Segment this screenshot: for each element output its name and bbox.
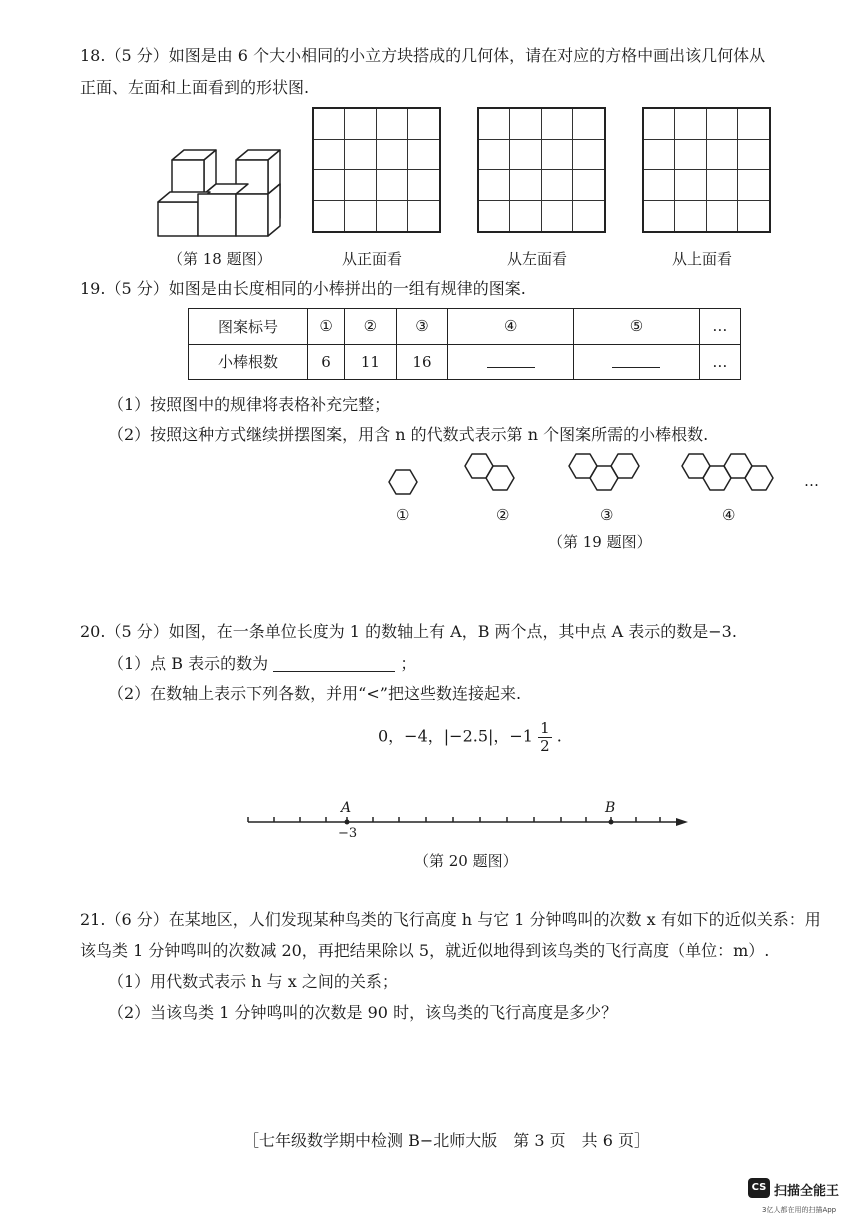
q19-sub1: （1）按照图中的规律将表格补充完整； [108,395,391,414]
table-cell: … [699,344,740,380]
q18-cube-figure [150,140,290,240]
table-row [189,309,741,345]
q20-sub2: （2）在数轴上表示下列各数，并用“<”把这些数连接起来. [108,684,522,703]
q20-line1: 20.（5 分）如图，在一条单位长度为 1 的数轴上有 A，B 两个点，其中点 A 表示的数是−3. [80,622,737,641]
point-a-label: A [341,800,352,816]
q19-fig-ellipsis: … [804,472,819,490]
point-b-label: B [605,800,616,816]
table-cell: 16 [396,344,448,380]
point-a-dot [345,820,350,825]
q18-caption-left: 从左面看 [507,250,568,268]
q18-figure-caption: （第 18 题图） [168,250,272,268]
q20-frac-num: 1 [540,719,550,737]
q20-answer-blank[interactable] [273,655,395,672]
answer-blank-4[interactable] [448,344,574,380]
table-cell: 6 [308,344,345,380]
q18-caption-front: 从正面看 [342,250,403,268]
q19-hexagon-figures [380,450,800,502]
q18-grid-left[interactable] [477,107,606,233]
q19-table [188,308,741,380]
q19-caption: （第 19 题图） [548,533,652,551]
watermark-title: 扫描全能王 [774,1184,840,1199]
q21-sub2: （2）当该鸟类 1 分钟鸣叫的次数是 90 时，该鸟类的飞行高度是多少？ [108,1003,618,1022]
answer-blank-5[interactable] [574,344,700,380]
table-cell: … [699,309,740,345]
q19-fig-label-4: ④ [722,506,736,524]
q20-fraction [538,720,552,754]
table-cell: ⑤ [574,309,700,345]
q21-sub1: （1）用代数式表示 h 与 x 之间的关系； [108,972,398,991]
q20-number-list [378,720,562,754]
q18-grid-front[interactable] [312,107,441,233]
table-cell: ④ [448,309,574,345]
watermark-subtitle: 3亿人都在用的扫描App [762,1206,837,1214]
camscanner-logo: CS [748,1178,770,1198]
table-cell: ② [345,309,397,345]
q20-sub1-text: （1）点 B 表示的数为 [108,654,269,673]
q20-frac-den: 2 [540,736,550,755]
table-cell: 图案标号 [189,309,308,345]
q19-fig-label-3: ③ [600,506,614,524]
point-a-tick-label: −3 [338,826,358,841]
q19-line1: 19.（5 分）如图是由长度相同的小棒拼出的一组有规律的图案. [80,279,526,298]
q20-sub1-end: ； [400,654,417,673]
table-row [189,344,741,380]
q19-fig-label-2: ② [496,506,510,524]
q20-number-line[interactable] [240,795,690,840]
q19-sub2: （2）按照这种方式继续拼摆图案，用含 n 的代数式表示第 n 个图案所需的小棒根数. [108,425,709,444]
q18-line1: 18.（5 分）如图是由 6 个大小相同的小立方块搭成的几何体，请在对应的方格中画出该几何体从 [80,46,766,65]
q21-line1: 21.（6 分）在某地区，人们发现某种鸟类的飞行高度 h 与它 1 分钟鸣叫的次数 x 有如下的近似关系：用 [80,910,821,929]
table-cell: ③ [396,309,448,345]
table-cell: 11 [345,344,397,380]
point-b-dot [609,820,614,825]
q20-caption: （第 20 题图） [414,852,518,870]
q19-fig-label-1: ① [396,506,410,524]
q20-numbers: 0，−4，|−2.5|，−1 [378,726,533,746]
q18-grid-top[interactable] [642,107,771,233]
q20-numbers-end: . [556,726,562,746]
q18-line2: 正面、左面和上面看到的形状图. [80,78,310,97]
q20-sub1 [108,655,416,672]
page-footer: ［七年级数学期中检测 B−北师大版 第 3 页 共 6 页］ [243,1131,650,1150]
q21-line2: 该鸟类 1 分钟鸣叫的次数减 20，再把结果除以 5，就近似地得到该鸟类的飞行高度（单位：m）. [80,941,770,960]
table-cell: ① [308,309,345,345]
table-cell: 小棒根数 [189,344,308,380]
q18-caption-top: 从上面看 [672,250,733,268]
